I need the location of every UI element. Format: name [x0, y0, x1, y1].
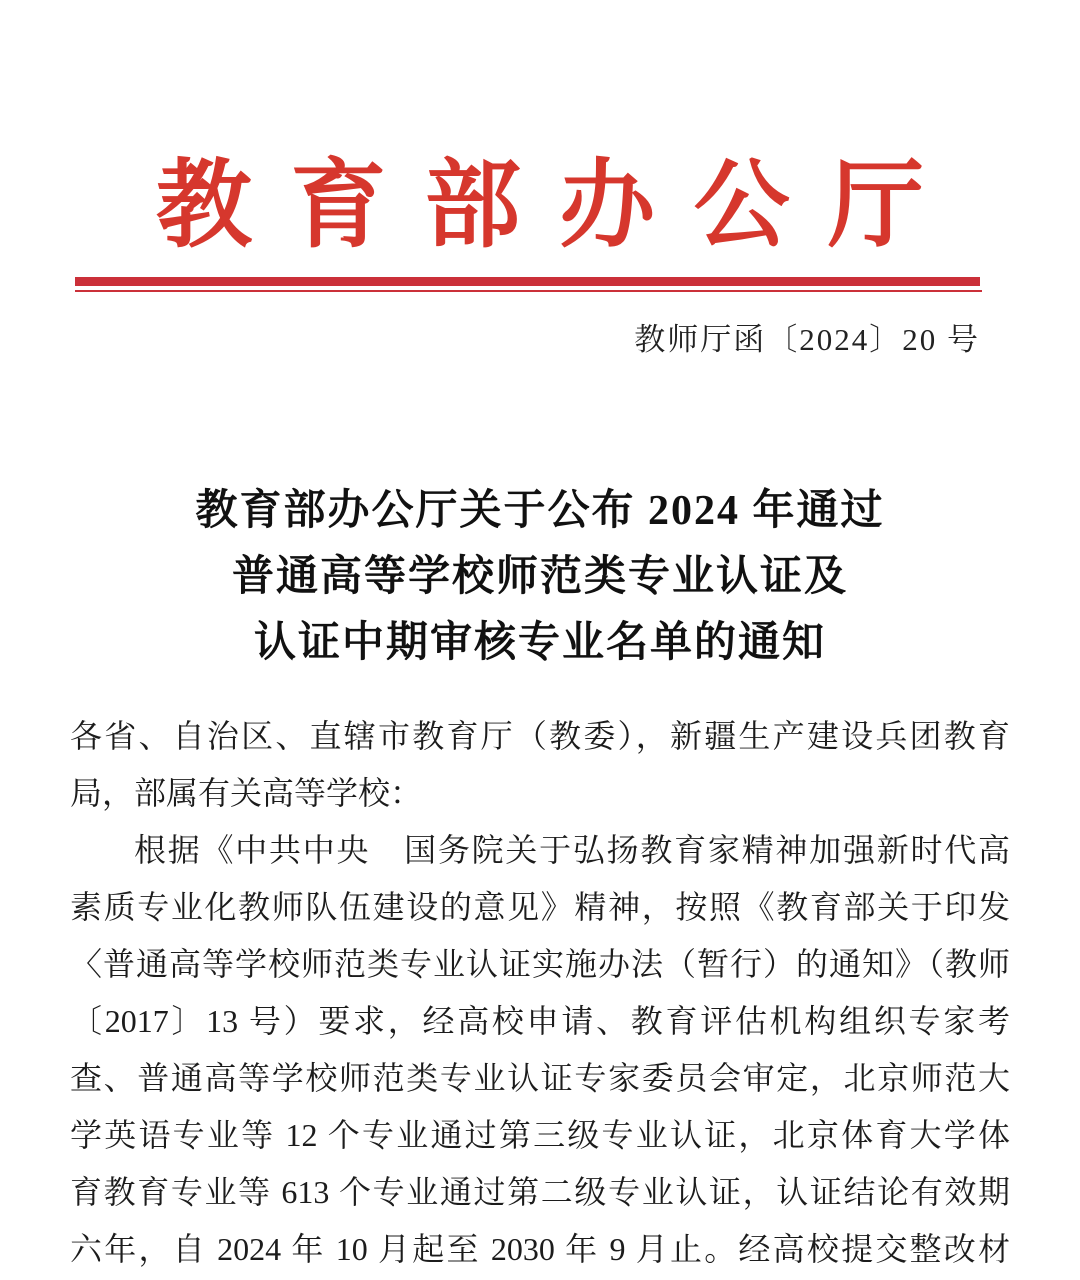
body-text-line: 查、普通高等学校师范类专业认证专家委员会审定，北京师范大 [70, 1059, 1010, 1096]
body-text-line: 育教育专业等 613 个专业通过第二级专业认证，认证结论有效期 [70, 1173, 1010, 1210]
document-title-line-2: 普通高等学校师范类专业认证及 [231, 553, 848, 600]
body-text-line: 根据《中共中央 国务院关于弘扬教育家精神加强新时代高 [134, 831, 1010, 868]
body-text-line: 局，部属有关高等学校： [70, 774, 423, 811]
document-body [0, 708, 1080, 1278]
document-title-line-1: 教育部办公厅关于公布 2024 年通过 [195, 487, 885, 534]
letterhead-rule-thin [75, 290, 982, 292]
letterhead-agency-title: 教育部办公厅 [155, 152, 963, 259]
body-text-line: 〈普通高等学校师范类专业认证实施办法（暂行）的通知》（教师 [70, 945, 1010, 982]
document-title [0, 478, 1080, 676]
body-text-line: 素质专业化教师队伍建设的意见》精神，按照《教育部关于印发 [70, 888, 1010, 925]
body-text-line: 各省、自治区、直辖市教育厅（教委），新疆生产建设兵团教育 [70, 717, 1010, 754]
body-text-line: 〔2017〕13 号）要求，经高校申请、教育评估机构组织专家考 [70, 1002, 1010, 1039]
document-title-line-3: 认证中期审核专业名单的通知 [253, 619, 826, 666]
document-reference-number: 教师厅函〔2024〕20 号 [634, 321, 980, 357]
body-text-line: 六年，自 2024 年 10 月起至 2030 年 9 月止。经高校提交整改材 [70, 1230, 1010, 1267]
body-text-line: 学英语专业等 12 个专业通过第三级专业认证，北京体育大学体 [70, 1116, 1010, 1153]
letterhead-rule-thick [75, 277, 980, 286]
